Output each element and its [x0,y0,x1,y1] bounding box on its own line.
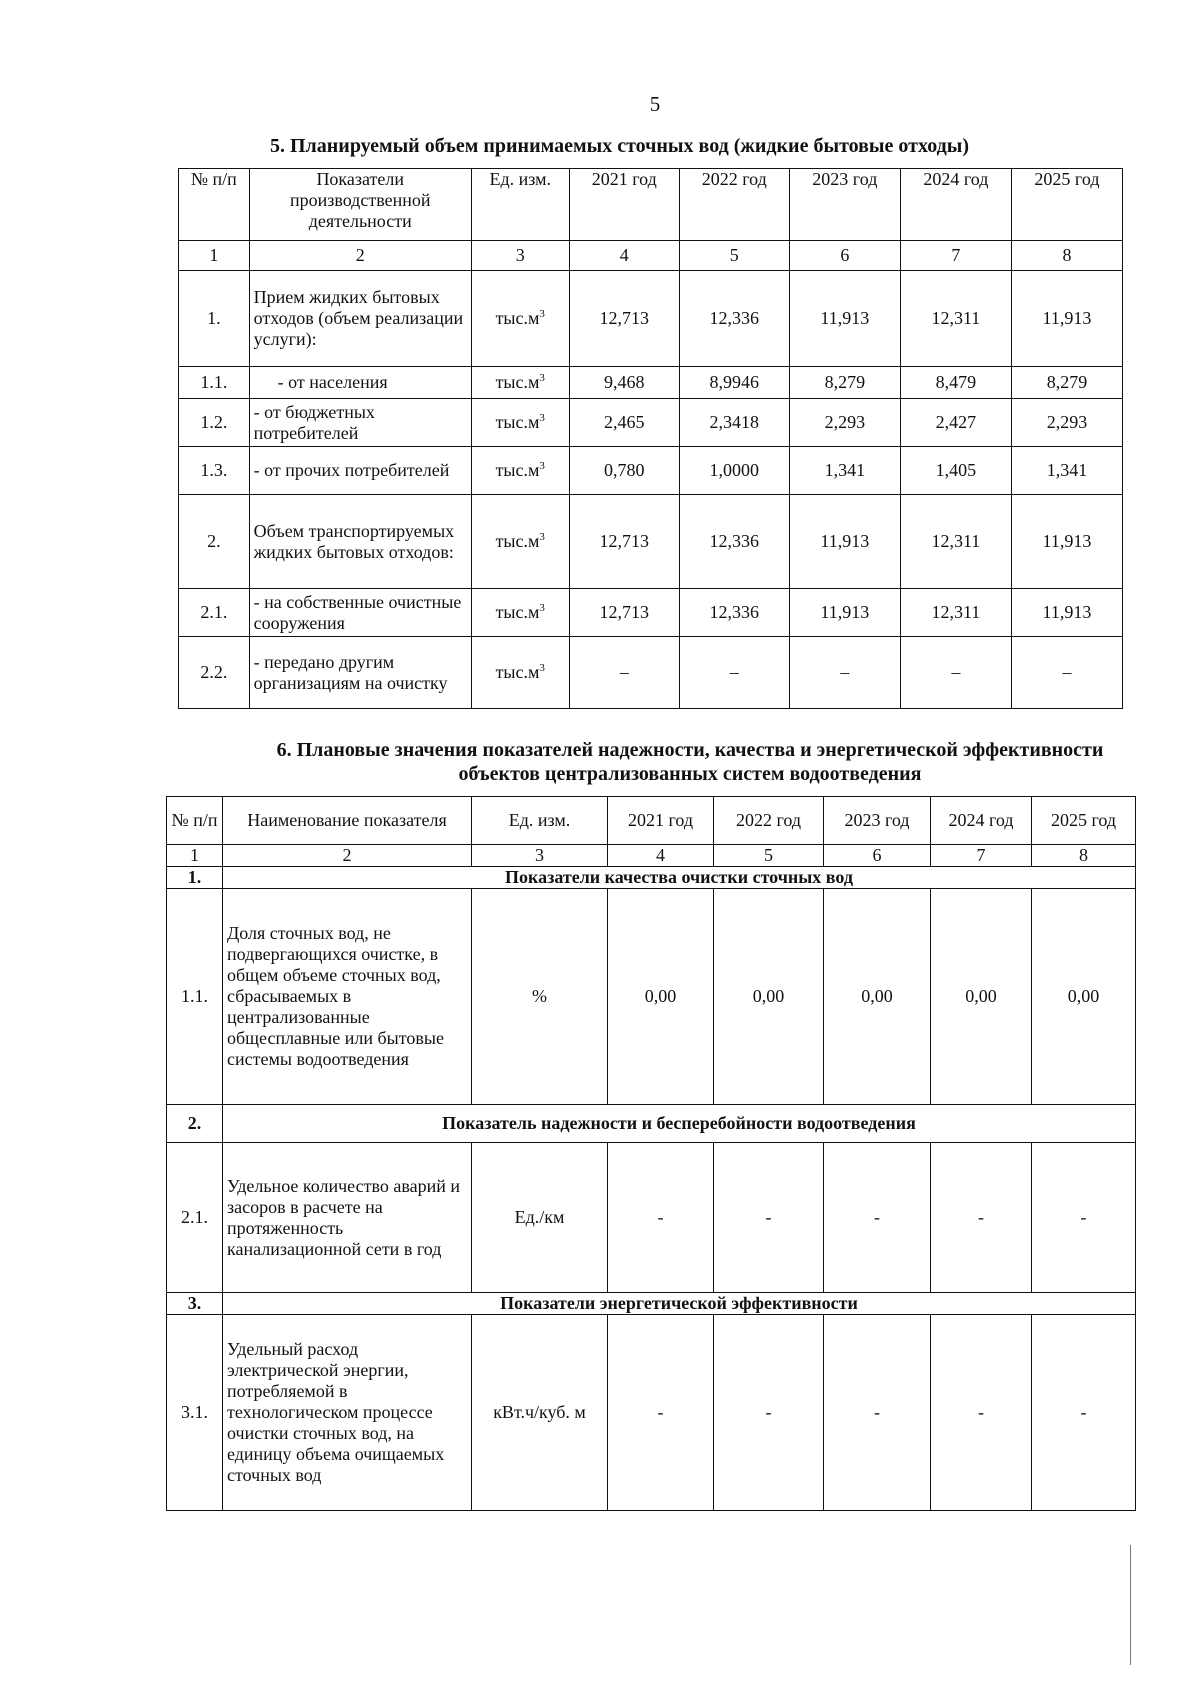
table-row [179,367,1123,399]
column-number: 8 [1032,845,1136,867]
row-indicator: Прием жидких бытовых отходов (объем реализации услуги): [249,271,471,367]
value-cell: 1,341 [789,447,900,495]
table6-header-cell: 2021 год [608,797,714,845]
column-number: 6 [789,241,900,271]
table-row [167,1315,1136,1511]
value-cell: 8,9946 [679,367,789,399]
value-cell: 12,311 [900,495,1011,589]
value-cell: 12,336 [679,271,789,367]
section-header-row [167,1105,1136,1143]
column-number: 2 [223,845,472,867]
value-cell: 2,427 [900,399,1011,447]
row-indicator: Удельное количество аварий и засоров в расчете на протяженность канализационной сети в год [223,1143,472,1293]
value-cell: 9,468 [569,367,679,399]
value-cell: 0,00 [1032,889,1136,1105]
value-cell: 0,00 [714,889,824,1105]
table-row [179,637,1123,709]
column-number: 6 [824,845,931,867]
column-number: 5 [714,845,824,867]
value-cell: 12,336 [679,495,789,589]
table5-header-cell: № п/п [179,169,250,241]
column-number: 1 [179,241,250,271]
table-row [179,399,1123,447]
value-cell: - [931,1315,1032,1511]
column-number: 2 [249,241,471,271]
row-number: 1.1. [167,889,223,1105]
column-number: 8 [1011,241,1122,271]
table5-column-numbers-row [179,241,1123,271]
value-cell: - [608,1143,714,1293]
row-unit: $тыс.м^3$ [471,589,569,637]
section-title: Показатели качества очистки сточных вод [223,867,1136,889]
table6-title: 6. Плановые значения показателей надежности, качества и энергетической эффективности объектов централизованных систем водоотведения [276,739,1104,785]
value-cell: 0,780 [569,447,679,495]
planned-indicators-table [166,796,1136,1511]
row-unit: $тыс.м^3$ [471,367,569,399]
row-number: 1.2. [179,399,250,447]
value-cell: 8,479 [900,367,1011,399]
planned-wastewater-table [178,168,1123,709]
section-number: 3. [167,1293,223,1315]
value-cell: 12,336 [679,589,789,637]
table6-header-cell: 2024 год [931,797,1032,845]
row-unit: $тыс.м^3$ [471,399,569,447]
table-row [179,589,1123,637]
row-unit: % [472,889,608,1105]
row-indicator: - от бюджетных потребителей [249,399,471,447]
value-cell: - [1032,1315,1136,1511]
value-cell: 11,913 [789,495,900,589]
row-unit: $тыс.м^3$ [471,447,569,495]
table6-header-cell: № п/п [167,797,223,845]
row-unit: $тыс.м^3$ [471,637,569,709]
table6-column-numbers-row [167,845,1136,867]
margin-line [1130,1545,1131,1665]
column-number: 7 [900,241,1011,271]
value-cell: 8,279 [789,367,900,399]
value-cell: 0,00 [824,889,931,1105]
table5-header-cell: 2022 год [679,169,789,241]
table-row [179,447,1123,495]
value-cell: 12,311 [900,271,1011,367]
value-cell: 12,713 [569,589,679,637]
row-number: 1. [179,271,250,367]
column-number: 5 [679,241,789,271]
value-cell: 2,3418 [679,399,789,447]
value-cell: 11,913 [1011,271,1122,367]
value-cell: 2,293 [1011,399,1122,447]
table-row [179,495,1123,589]
table5-header-cell: Ед. изм. [471,169,569,241]
table6-header-cell: Наименование показателя [223,797,472,845]
column-number: 7 [931,845,1032,867]
section-title: Показатель надежности и бесперебойности водоотведения [223,1105,1136,1143]
value-cell: 8,279 [1011,367,1122,399]
value-cell: 12,311 [900,589,1011,637]
table5-header-cell: Показатели производственной деятельности [249,169,471,241]
value-cell: - [608,1315,714,1511]
row-unit: кВт.ч/куб. м [472,1315,608,1511]
section-number: 2. [167,1105,223,1143]
value-cell: 12,713 [569,271,679,367]
row-unit: Ед./км [472,1143,608,1293]
section-header-row [167,867,1136,889]
table5-header-cell: 2025 год [1011,169,1122,241]
value-cell: 12,713 [569,495,679,589]
table6-header-cell: 2025 год [1032,797,1136,845]
value-cell: – [789,637,900,709]
value-cell: 11,913 [789,271,900,367]
section-number: 1. [167,867,223,889]
table5-header-cell: 2021 год [569,169,679,241]
row-indicator: - от населения [249,367,471,399]
row-number: 1.3. [179,447,250,495]
row-indicator: Удельный расход электрической энергии, потребляемой в технологическом процессе очистки сточных вод, на единицу объема очищаемых сточных вод [223,1315,472,1511]
row-unit: $тыс.м^3$ [471,495,569,589]
section-header-row [167,1293,1136,1315]
row-indicator: Доля сточных вод, не подвергающихся очистке, в общем объеме сточных вод, сбрасываемых в централизованные общесплавные или бытовые системы водоотведения [223,889,472,1105]
section-title: Показатели энергетической эффективности [223,1293,1136,1315]
page-number: 5 [649,92,661,116]
table-row [179,271,1123,367]
row-number: 2.1. [167,1143,223,1293]
value-cell: 0,00 [931,889,1032,1105]
row-number: 1.1. [179,367,250,399]
row-number: 3.1. [167,1315,223,1511]
value-cell: - [824,1315,931,1511]
table-row [167,889,1136,1105]
column-number: 1 [167,845,223,867]
value-cell: – [900,637,1011,709]
value-cell: 11,913 [789,589,900,637]
row-number: 2.1. [179,589,250,637]
column-number: 4 [608,845,714,867]
value-cell: - [931,1143,1032,1293]
row-indicator: Объем транспортируемых жидких бытовых отходов: [249,495,471,589]
value-cell: 1,405 [900,447,1011,495]
table-row [167,1143,1136,1293]
row-number: 2.2. [179,637,250,709]
column-number: 4 [569,241,679,271]
row-indicator: - на собственные очистные сооружения [249,589,471,637]
value-cell: - [714,1315,824,1511]
value-cell: 11,913 [1011,589,1122,637]
table6-header-cell: 2023 год [824,797,931,845]
value-cell: - [1032,1143,1136,1293]
value-cell: 1,341 [1011,447,1122,495]
value-cell: 11,913 [1011,495,1122,589]
value-cell: - [824,1143,931,1293]
row-indicator: - передано другим организациям на очистку [249,637,471,709]
table5-title: 5. Планируемый объем принимаемых сточных вод (жидкие бытовые отходы) [270,135,970,157]
value-cell: – [569,637,679,709]
value-cell: – [679,637,789,709]
row-indicator: - от прочих потребителей [249,447,471,495]
value-cell: 1,0000 [679,447,789,495]
table6-header-cell: Ед. изм. [472,797,608,845]
column-number: 3 [471,241,569,271]
row-number: 2. [179,495,250,589]
table5-header-row [179,169,1123,241]
value-cell: - [714,1143,824,1293]
value-cell: 2,465 [569,399,679,447]
column-number: 3 [472,845,608,867]
table5-header-cell: 2023 год [789,169,900,241]
value-cell: 0,00 [608,889,714,1105]
value-cell: 2,293 [789,399,900,447]
table6-header-row [167,797,1136,845]
table5-header-cell: 2024 год [900,169,1011,241]
value-cell: – [1011,637,1122,709]
row-unit: $тыс.м^3$ [471,271,569,367]
table6-header-cell: 2022 год [714,797,824,845]
